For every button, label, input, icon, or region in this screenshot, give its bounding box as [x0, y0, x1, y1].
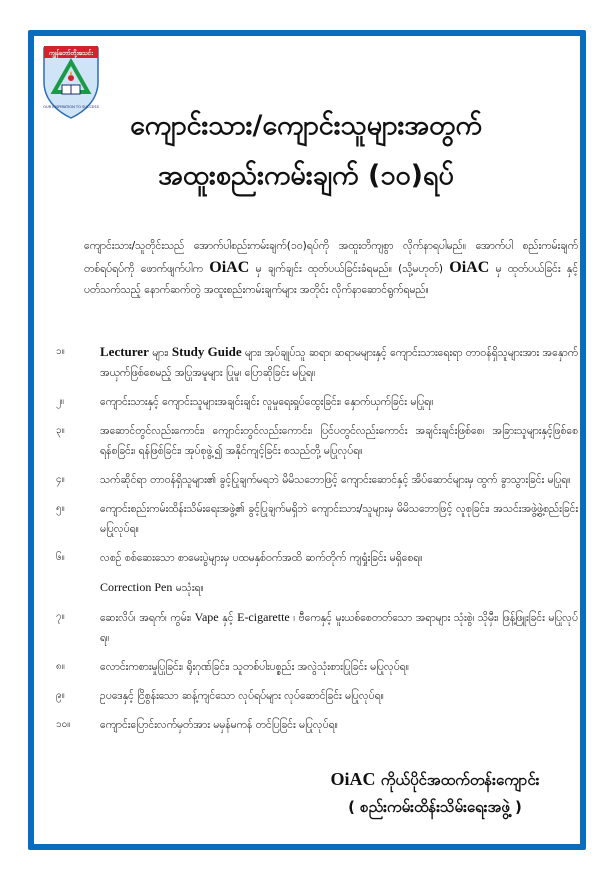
- school-name: ကိုယ်ပိုင်အထက်တန်းကျောင်း: [380, 771, 540, 789]
- rule-item-continuation: [56, 577, 578, 598]
- rule-item: [56, 657, 578, 677]
- rule-number: ၁။: [56, 346, 65, 357]
- page-title-line-1: ကျောင်းသား/ကျောင်းသူများအတွက်: [130, 110, 482, 141]
- rule-text-part: ၊ ဗီကေနှင့် မူးယစ်စေတတ်သော အရာများ သုံးစွဲ၊ သိုမှီး၊ ဖြန့်ဖြူးခြင်း မပြုလုပ်ရ။: [100, 612, 578, 644]
- rule-number: ၆။: [56, 552, 65, 563]
- rule-text: ကျောင်းစည်းကမ်းထိန်းသိမ်းရေးအဖွဲ့၏ ခွင့်ပြုချက်မရှိဘဲ ကျောင်းသား/သူများမှ မိမိသဘောဖြင့် လူစုခြင်း၊ အသင်းအဖွဲ့ဖွဲ့စည်းခြင်း မပြုလုပ်ရ။: [100, 503, 578, 535]
- rule-item: [56, 715, 578, 735]
- rule-text: သက်ဆိုင်ရာ တာဝန်ရှိသူများ၏ ခွင့်ပြုချက်မရဘဲ မိမိသဘောဖြင့် ကျောင်းဆောင်နှင့် အိပ်ဆောင်များမှ ထွက် ခွာသွားခြင်း မပြုရ။: [100, 474, 571, 486]
- intro-paragraph: [84, 236, 578, 301]
- rule-number: ၁၀။: [56, 719, 71, 730]
- rule-item: [56, 392, 578, 412]
- rule-text: [100, 342, 578, 383]
- rule-text: [100, 577, 578, 598]
- rule-text: လောင်းကစားမှုပြုခြင်း၊ ရိုးဂုဏ်ခြင်း၊ သူတစ်ပါးပစ္စည်း အလွဲသုံးစားပြုခြင်း မပြုလုပ်ရ။: [100, 661, 409, 673]
- rule-text: အဆောင်တွင်လည်းကောင်း၊ ကျောင်းတွင်လည်းကောင်း၊ ပြင်ပတွင်လည်းကောင်း အချင်းချင်းဖြစ်စေ၊ အခြားသူများနှင့်ဖြစ်စေ ရန်စခြင်း၊ ရန်ဖြစ်ခြင်း၊ အုပ်စုဖွဲ့၍ အနိုင်ကျင့်ခြင်း စသည်တို့ မပြုလုပ်ရ။: [100, 425, 578, 457]
- rule-number: ၄။: [56, 474, 65, 485]
- rule-item: [56, 470, 578, 490]
- svg-text:ကျွန်တော်တို့အသင်း: ကျွန်တော်တို့အသင်း: [49, 50, 93, 57]
- brand-name: OiAC: [330, 769, 376, 789]
- rule-number: ၈။: [56, 661, 65, 672]
- rule-item: [56, 342, 578, 383]
- rule-text: ဥပဒေနှင့် ငြိစွန်းသော ဆန့်ကျင်သော လုပ်ရပ်များ လုပ်ဆောင်ခြင်း မပြုလုပ်ရ။: [100, 690, 384, 702]
- rule-term: E-cigarette: [237, 610, 290, 624]
- brand-name: OiAC: [449, 259, 490, 276]
- intro-text-part-2: မှ ချက်ချင်း ထုတ်ပယ်ခြင်းခံရမည်။ (သို့မဟုတ်): [255, 263, 444, 275]
- signature-department: ( စည်းကမ်းထိန်းသိမ်းရေးအဖွဲ့ ): [348, 798, 522, 816]
- rule-number: ၇။: [56, 611, 65, 622]
- rule-text-part: များ၊: [152, 347, 169, 359]
- rule-item: [56, 607, 578, 648]
- rule-item: [56, 499, 578, 539]
- rule-number: ၂။: [56, 396, 64, 407]
- intro-text-part-1: ကျောင်းသား/သူတိုင်းသည် အောက်ပါစည်းကမ်းချက်(၁၀)ရပ်ကို အထူးတိကျစွာ လိုက်နာရပါမည်။ အောက်ပါ စည်းကမ်းချက် တစ်ရပ်ရပ်ကို ဖောက်ဖျက်ပါက: [84, 240, 578, 275]
- signature-organization: [290, 766, 580, 793]
- rule-text: ကျောင်းပြောင်းလက်မှတ်အား မမှန်မကန် တင်ပြခြင်း မပြုလုပ်ရ။: [100, 719, 338, 731]
- rule-term: Correction Pen: [100, 580, 173, 594]
- rule-number: [56, 577, 100, 598]
- rule-text: [100, 607, 578, 648]
- rule-number: ၅။: [56, 503, 65, 514]
- signature-block: [290, 766, 580, 821]
- rule-number: ၉။: [56, 690, 65, 701]
- page-title-line-2: အထူးစည်းကမ်းချက် (၁၀)ရပ်: [158, 160, 454, 191]
- rule-text-part: မသုံးရ။: [175, 582, 204, 594]
- brand-name: OiAC: [209, 259, 250, 276]
- rule-text: လစဉ် စစ်ဆေးသော စာမေးပွဲများမှ ပထမနှစ်ဝက်အထိ ဆက်တိုက် ကျရှုံးခြင်း မရှိစေရ။: [100, 552, 423, 564]
- svg-text:OUR INSPIRATION TO SUCCESS: OUR INSPIRATION TO SUCCESS: [43, 105, 99, 109]
- intro-text-part-3: မှ ထုတ်ပယ်ခြင်း နှင့် ပတ်သက်သည့် နောက်ဆက်တွဲ အထူးစည်းကမ်းချက်များ အတိုင်း လိုက်နာဆောင်ရွက်ရမည်။: [84, 263, 579, 296]
- rule-item: [56, 421, 578, 461]
- rule-term: Study Guide: [171, 344, 242, 359]
- rule-text-part: ဆေးလိပ်၊ အရက်၊ ကွမ်း၊: [100, 612, 192, 624]
- rule-text-part: များ၊ အုပ်ချုပ်သူ ဆရာ၊ ဆရာမများနှင့် ကျောင်းသားရေးရာ တာဝန်ရှိသူများအား အနှောက်အယှက်ဖြစ်စေမည့် အပြုအမူများ ပြုမူ၊ ပြောဆိုခြင်း မပြုရ။: [100, 347, 578, 379]
- rule-text-part: နှင့်: [222, 612, 234, 624]
- rule-term: Vape: [194, 610, 219, 624]
- rule-term: Lecturer: [100, 344, 149, 359]
- rule-number: ၃။: [56, 425, 65, 436]
- rule-item: [56, 686, 578, 706]
- rules-list: [56, 342, 578, 744]
- rule-item: [56, 548, 578, 568]
- rule-text: ကျောင်းသားနှင့် ကျောင်းသူများအချင်းချင်း လူမှုရေးရှုပ်ထွေးခြင်း၊ နှောက်ယှက်ခြင်း မပြုရ။: [100, 396, 434, 408]
